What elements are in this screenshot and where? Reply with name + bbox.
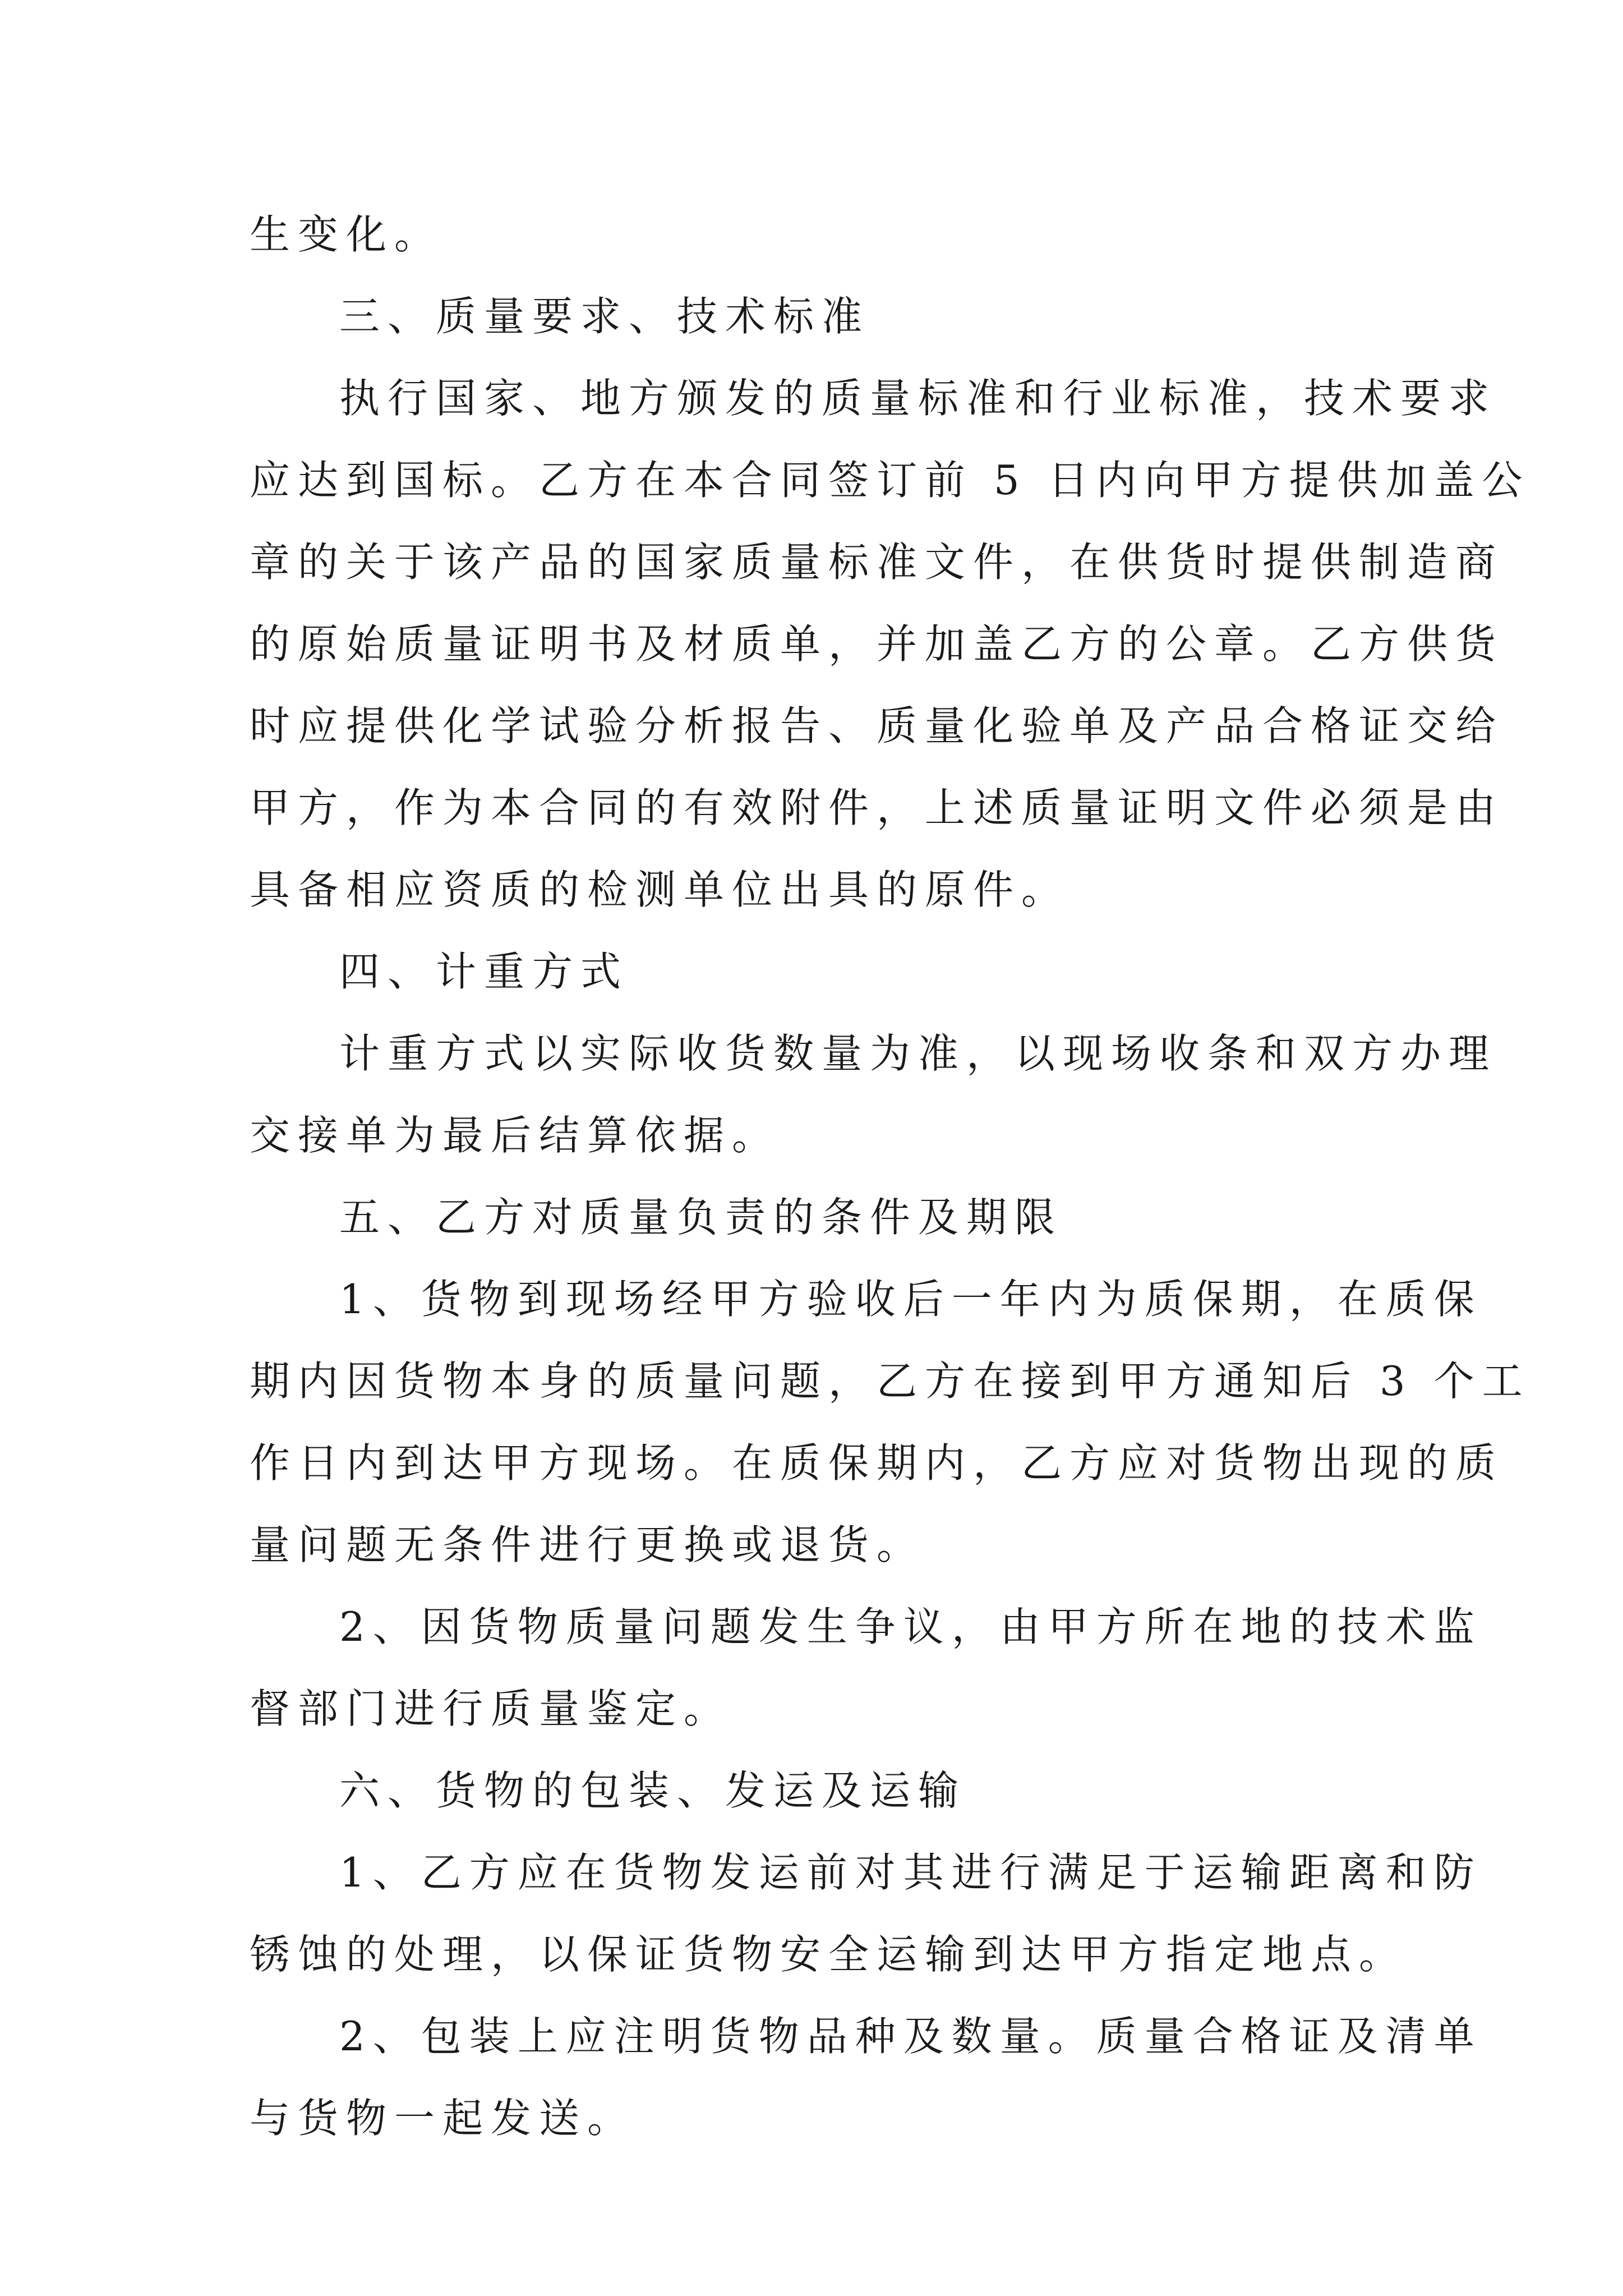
text-line: 生变化。 xyxy=(250,211,443,258)
section-heading-packaging: 六、货物的包装、发运及运输 xyxy=(339,1767,967,1814)
text-line: 锈蚀的处理，以保证货物安全运输到达甲方指定地点。 xyxy=(250,1931,1408,1978)
text-line: 计重方式以实际收货数量为准，以现场收条和双方办理 xyxy=(339,1030,1497,1077)
text-line: 时应提供化学试验分析报告、质量化验单及产品合格证交给 xyxy=(250,702,1504,749)
text-line: 章的关于该产品的国家质量标准文件，在供货时提供制造商 xyxy=(250,539,1504,586)
text-line: 应达到国标。乙方在本合同签订前 5 日内向甲方提供加盖公 xyxy=(250,457,1530,504)
text-line: 1、乙方应在货物发运前对其进行满足于运输距离和防 xyxy=(339,1849,1482,1896)
section-heading-warranty: 五、乙方对质量负责的条件及期限 xyxy=(339,1194,1063,1241)
text-line: 交接单为最后结算依据。 xyxy=(250,1112,781,1159)
text-line: 1、货物到现场经甲方验收后一年内为质保期，在质保 xyxy=(339,1276,1482,1323)
text-line: 量问题无条件进行更换或退货。 xyxy=(250,1521,925,1568)
text-line: 执行国家、地方颁发的质量标准和行业标准，技术要求 xyxy=(339,375,1497,422)
text-line: 的原始质量证明书及材质单，并加盖乙方的公章。乙方供货 xyxy=(250,620,1504,668)
text-line: 2、因货物质量问题发生争议，由甲方所在地的技术监 xyxy=(339,1603,1482,1650)
text-line: 期内因货物本身的质量问题，乙方在接到甲方通知后 3 个工 xyxy=(250,1358,1530,1405)
text-line: 作日内到达甲方现场。在质保期内，乙方应对货物出现的质 xyxy=(250,1439,1504,1487)
text-line: 2、包装上应注明货物品种及数量。质量合格证及清单 xyxy=(339,2013,1482,2060)
section-heading-weighing: 四、计重方式 xyxy=(339,948,629,995)
text-line: 与货物一起发送。 xyxy=(250,2095,636,2142)
section-heading-quality: 三、质量要求、技术标准 xyxy=(339,293,870,340)
document-body xyxy=(250,194,1530,2159)
text-line: 具备相应资质的检测单位出具的原件。 xyxy=(250,866,1070,913)
text-line: 督部门进行质量鉴定。 xyxy=(250,1685,732,1732)
text-line: 甲方，作为本合同的有效附件，上述质量证明文件必须是由 xyxy=(250,784,1504,831)
